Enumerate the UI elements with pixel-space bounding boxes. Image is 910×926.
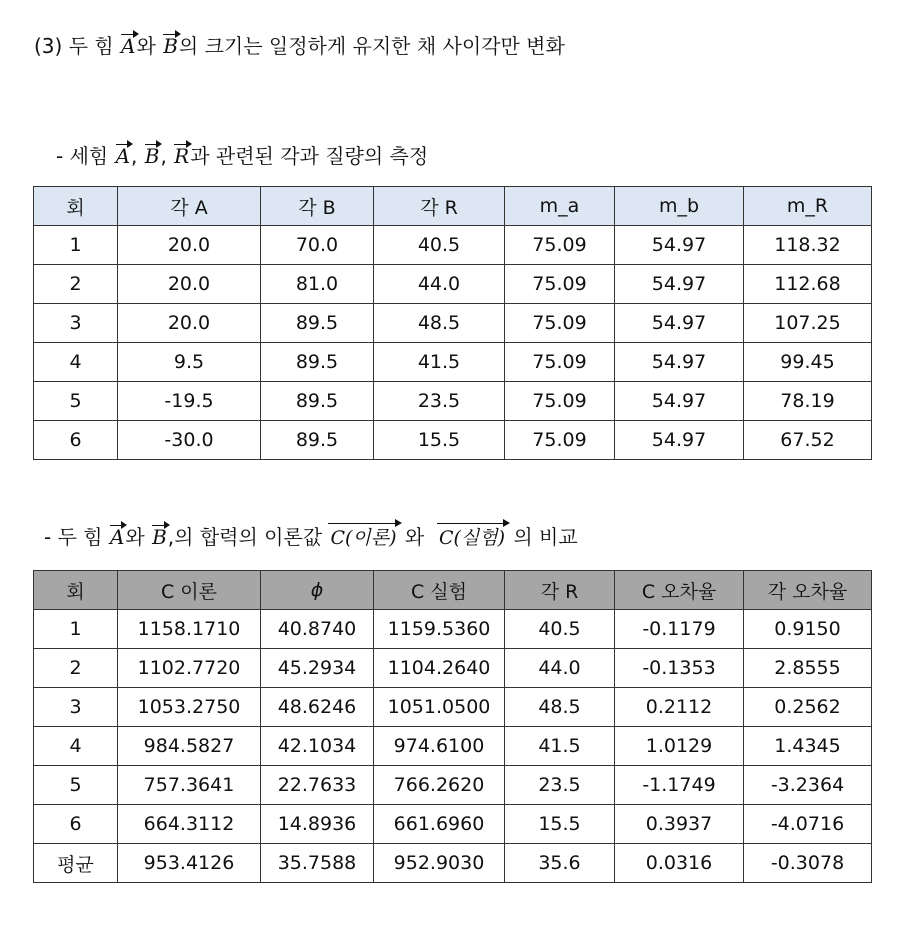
table-cell: -3.2364 bbox=[744, 766, 872, 805]
table-cell: 22.7633 bbox=[261, 766, 374, 805]
vector-c-theory-symbol: C(이론) bbox=[328, 523, 398, 550]
table-cell: 112.68 bbox=[744, 265, 872, 304]
table-cell: 2 bbox=[34, 649, 118, 688]
table-row bbox=[34, 610, 872, 649]
table-row bbox=[34, 382, 872, 421]
vector-a-symbol: A bbox=[115, 144, 131, 168]
table-cell: 15.5 bbox=[505, 805, 615, 844]
table-cell: 1 bbox=[34, 610, 118, 649]
table-cell: 757.3641 bbox=[118, 766, 261, 805]
table-cell: 20.0 bbox=[118, 265, 261, 304]
header-cell: m_a bbox=[505, 187, 615, 226]
table-cell: 35.6 bbox=[505, 844, 615, 883]
table-cell: 81.0 bbox=[261, 265, 374, 304]
table-cell: 40.5 bbox=[505, 610, 615, 649]
table-row-average bbox=[34, 844, 872, 883]
table-cell: 75.09 bbox=[505, 343, 615, 382]
vector-a-symbol: A bbox=[109, 525, 125, 549]
table-cell: 75.09 bbox=[505, 265, 615, 304]
table-row bbox=[34, 226, 872, 265]
header-cell: 각 A bbox=[118, 187, 261, 226]
table-cell: 1102.7720 bbox=[118, 649, 261, 688]
vector-a-symbol: A bbox=[121, 34, 136, 58]
table1-caption bbox=[56, 140, 428, 169]
table-cell: 40.5 bbox=[374, 226, 505, 265]
table-cell: 6 bbox=[34, 805, 118, 844]
table1-caption-suffix: 과 관련된 각과 질량의 측정 bbox=[190, 144, 429, 168]
header-cell: m_b bbox=[615, 187, 744, 226]
header-cell: 각 R bbox=[505, 571, 615, 610]
table-cell: -0.1353 bbox=[615, 649, 744, 688]
table-cell: 75.09 bbox=[505, 421, 615, 460]
vector-b-symbol: B bbox=[163, 34, 178, 58]
table-row bbox=[34, 688, 872, 727]
table-cell: 평균 bbox=[34, 844, 118, 883]
table-cell: 664.3112 bbox=[118, 805, 261, 844]
table-row bbox=[34, 421, 872, 460]
table-cell: 54.97 bbox=[615, 421, 744, 460]
table-cell: 44.0 bbox=[374, 265, 505, 304]
table-cell: 89.5 bbox=[261, 304, 374, 343]
table-cell: 89.5 bbox=[261, 382, 374, 421]
table-cell: 1 bbox=[34, 226, 118, 265]
table-row bbox=[34, 304, 872, 343]
table-header-row bbox=[34, 571, 872, 610]
table-cell: 1053.2750 bbox=[118, 688, 261, 727]
table-cell: 5 bbox=[34, 766, 118, 805]
table-cell: 974.6100 bbox=[374, 727, 505, 766]
table-cell: 20.0 bbox=[118, 226, 261, 265]
table-cell: 70.0 bbox=[261, 226, 374, 265]
table-header-row bbox=[34, 187, 872, 226]
table2-caption bbox=[44, 521, 578, 550]
table-cell: 766.2620 bbox=[374, 766, 505, 805]
table-cell: 0.2562 bbox=[744, 688, 872, 727]
table-cell: 952.9030 bbox=[374, 844, 505, 883]
table-cell: 41.5 bbox=[374, 343, 505, 382]
section-heading-conjunction: 와 bbox=[136, 34, 156, 58]
table-cell: 1.0129 bbox=[615, 727, 744, 766]
table-cell: 89.5 bbox=[261, 343, 374, 382]
table-cell: 42.1034 bbox=[261, 727, 374, 766]
header-cell: 각 오차율 bbox=[744, 571, 872, 610]
section-heading-suffix: 의 크기는 일정하게 유지한 채 사이각만 변화 bbox=[178, 34, 565, 58]
vector-b-symbol: B bbox=[152, 525, 167, 549]
table-cell: 44.0 bbox=[505, 649, 615, 688]
table-cell: 40.8740 bbox=[261, 610, 374, 649]
table-cell: 20.0 bbox=[118, 304, 261, 343]
header-cell: 각 R bbox=[374, 187, 505, 226]
header-cell: m_R bbox=[744, 187, 872, 226]
table-cell: -0.1179 bbox=[615, 610, 744, 649]
header-cell: ϕ bbox=[261, 571, 374, 610]
section-heading bbox=[34, 30, 565, 59]
table-cell: 4 bbox=[34, 343, 118, 382]
table-cell: 99.45 bbox=[744, 343, 872, 382]
table2-caption-prefix: - 두 힘 bbox=[44, 525, 103, 549]
header-cell: 각 B bbox=[261, 187, 374, 226]
table-cell: 54.97 bbox=[615, 226, 744, 265]
table-cell: 1051.0500 bbox=[374, 688, 505, 727]
table-cell: 41.5 bbox=[505, 727, 615, 766]
table-cell: -0.3078 bbox=[744, 844, 872, 883]
table-cell: 23.5 bbox=[374, 382, 505, 421]
table-cell: 0.9150 bbox=[744, 610, 872, 649]
table-cell: 54.97 bbox=[615, 343, 744, 382]
table-cell: 953.4126 bbox=[118, 844, 261, 883]
table-cell: 9.5 bbox=[118, 343, 261, 382]
table-cell: 1.4345 bbox=[744, 727, 872, 766]
table-cell: 54.97 bbox=[615, 265, 744, 304]
section-heading-prefix: (3) 두 힘 bbox=[34, 34, 114, 58]
table-row bbox=[34, 343, 872, 382]
table2-caption-mid: ,의 합력의 이론값 bbox=[167, 525, 323, 549]
header-cell: C 이론 bbox=[118, 571, 261, 610]
header-cell: 회 bbox=[34, 187, 118, 226]
table-cell: 48.5 bbox=[505, 688, 615, 727]
caption-conjunction: 와 bbox=[125, 525, 145, 549]
caption-and: 와 bbox=[404, 525, 425, 549]
table-cell: 54.97 bbox=[615, 304, 744, 343]
table-cell: 75.09 bbox=[505, 304, 615, 343]
table-row bbox=[34, 805, 872, 844]
table-cell: 78.19 bbox=[744, 382, 872, 421]
table-row bbox=[34, 265, 872, 304]
table-cell: -4.0716 bbox=[744, 805, 872, 844]
table-cell: 4 bbox=[34, 727, 118, 766]
table-cell: 75.09 bbox=[505, 226, 615, 265]
table-row bbox=[34, 649, 872, 688]
table-cell: 89.5 bbox=[261, 421, 374, 460]
table-cell: 67.52 bbox=[744, 421, 872, 460]
table-cell: 48.5 bbox=[374, 304, 505, 343]
force-comparison-table bbox=[33, 570, 872, 883]
table-cell: 1104.2640 bbox=[374, 649, 505, 688]
table-cell: 1159.5360 bbox=[374, 610, 505, 649]
vector-c-experiment-symbol: C(실험) bbox=[437, 523, 507, 550]
table-cell: -1.1749 bbox=[615, 766, 744, 805]
table-cell: 118.32 bbox=[744, 226, 872, 265]
table-cell: 45.2934 bbox=[261, 649, 374, 688]
table-cell: -19.5 bbox=[118, 382, 261, 421]
table-cell: 6 bbox=[34, 421, 118, 460]
table-cell: 2.8555 bbox=[744, 649, 872, 688]
table-cell: 0.3937 bbox=[615, 805, 744, 844]
table-row bbox=[34, 766, 872, 805]
table-cell: 1158.1710 bbox=[118, 610, 261, 649]
table-row bbox=[34, 727, 872, 766]
table-cell: -30.0 bbox=[118, 421, 261, 460]
header-cell: 회 bbox=[34, 571, 118, 610]
vector-r-symbol: R bbox=[174, 144, 190, 168]
caption-separator: , bbox=[131, 144, 138, 168]
table-cell: 3 bbox=[34, 688, 118, 727]
table-cell: 0.2112 bbox=[615, 688, 744, 727]
table-cell: 75.09 bbox=[505, 382, 615, 421]
caption-separator: , bbox=[160, 144, 167, 168]
table-cell: 5 bbox=[34, 382, 118, 421]
table1-caption-prefix: - 세힘 bbox=[56, 144, 109, 168]
angle-mass-table bbox=[33, 186, 872, 460]
table-cell: 3 bbox=[34, 304, 118, 343]
table-cell: 661.6960 bbox=[374, 805, 505, 844]
table-cell: 984.5827 bbox=[118, 727, 261, 766]
table-cell: 0.0316 bbox=[615, 844, 744, 883]
vector-b-symbol: B bbox=[144, 144, 160, 168]
header-cell: C 실험 bbox=[374, 571, 505, 610]
table-cell: 14.8936 bbox=[261, 805, 374, 844]
table-cell: 48.6246 bbox=[261, 688, 374, 727]
table-cell: 107.25 bbox=[744, 304, 872, 343]
table-cell: 23.5 bbox=[505, 766, 615, 805]
table-cell: 54.97 bbox=[615, 382, 744, 421]
table-cell: 15.5 bbox=[374, 421, 505, 460]
header-cell: C 오차율 bbox=[615, 571, 744, 610]
table2-caption-suffix: 의 비교 bbox=[513, 525, 578, 549]
table-cell: 2 bbox=[34, 265, 118, 304]
table-cell: 35.7588 bbox=[261, 844, 374, 883]
